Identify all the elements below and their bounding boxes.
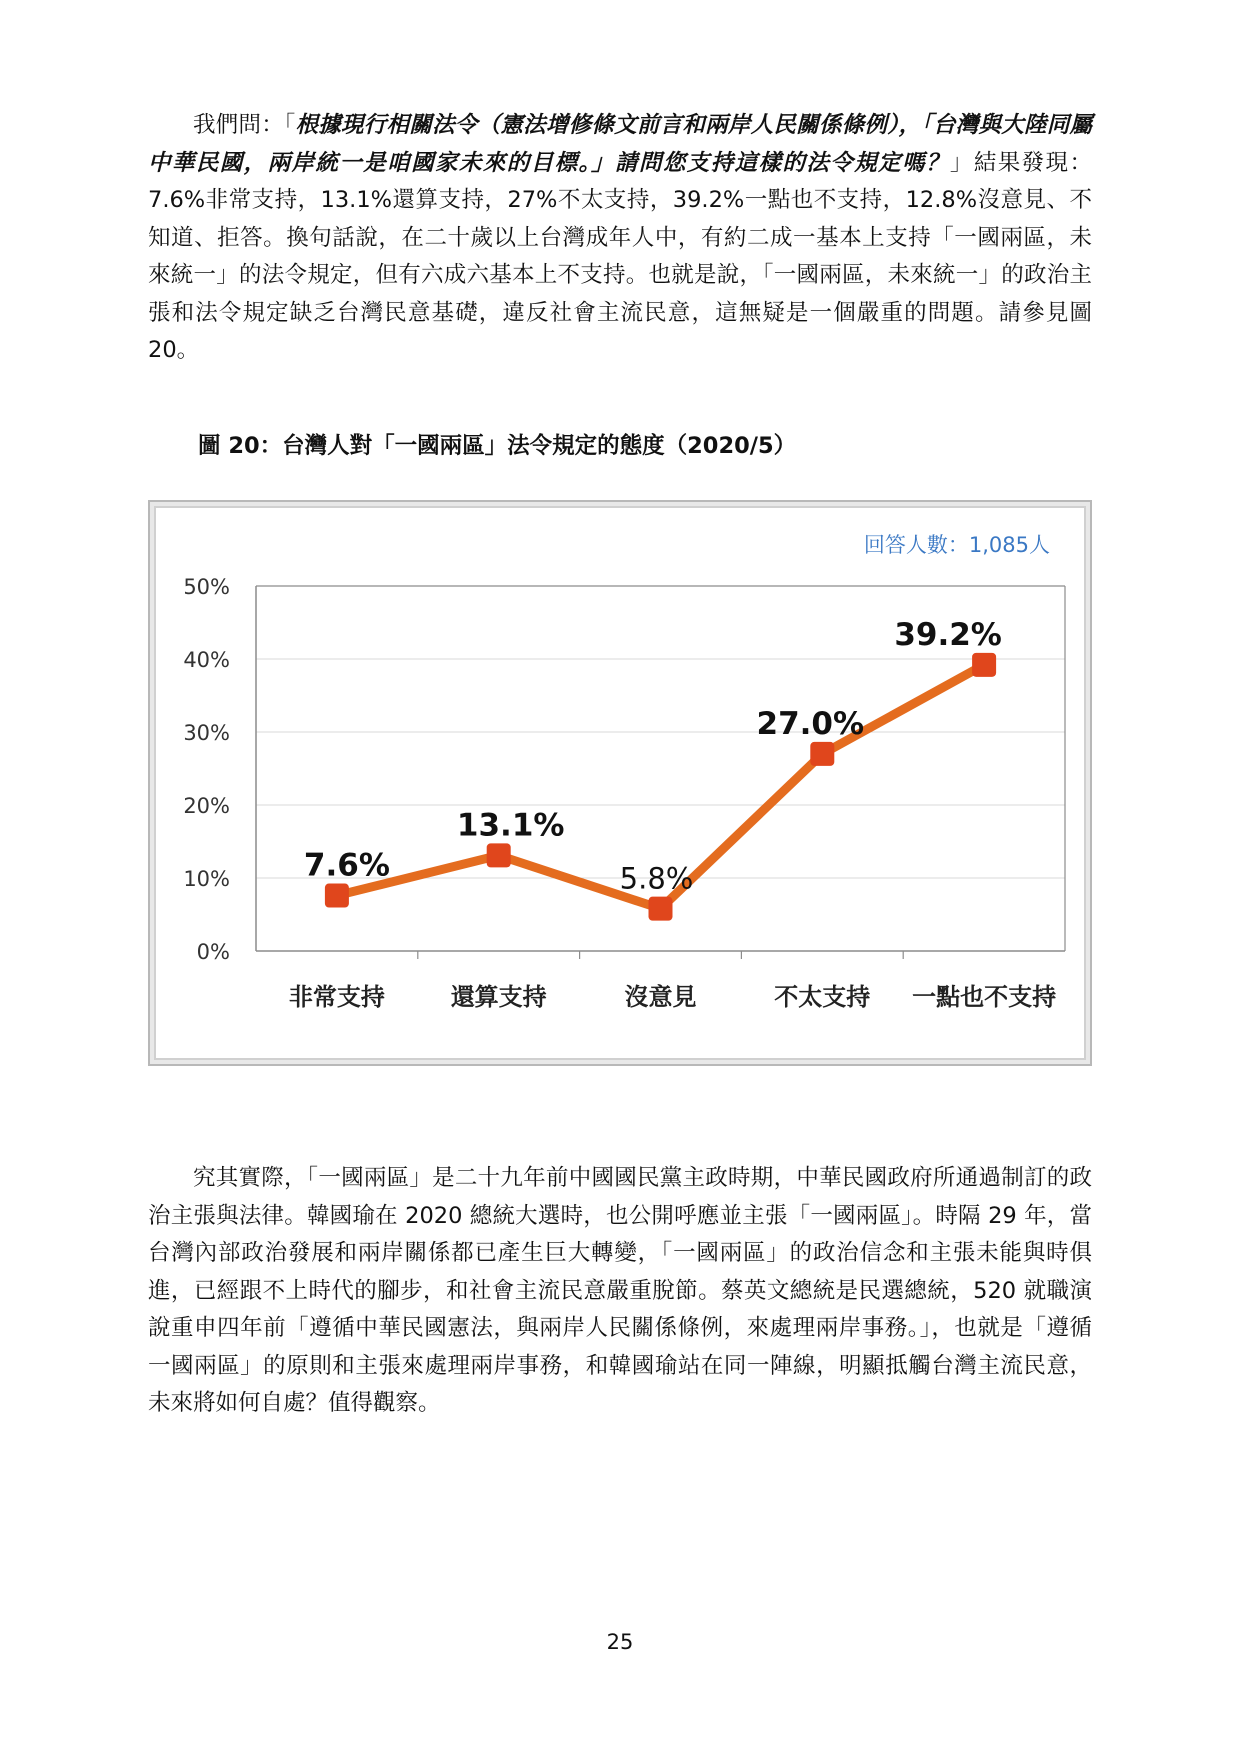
data-label: 5.8% — [619, 861, 694, 896]
data-point-marker — [810, 742, 834, 766]
question-lead: 我們問：「 — [193, 112, 296, 138]
results-text: 結果發現：7.6%非常支持，13.1%還算支持，27%不太支持，39.2%一點也不支持，12.8%沒意見、不知道、拒答。換句話說，在二十歲以上台灣成年人中，有約二成一基本上支持「一國兩區，未來統一」的法令規定，但有六成六基本上不支持。也就是說，「一國兩區，未來統一」的政治主張和法令規定缺乏台灣民意基礎，違反社會主流民意，這無疑是一個嚴重的問題。請參見圖 20。 — [148, 149, 1092, 363]
data-point-marker — [487, 843, 511, 867]
y-tick-label: 0% — [196, 940, 230, 964]
x-category-label: 沒意見 — [624, 983, 697, 1011]
x-category-label: 不太支持 — [774, 983, 871, 1011]
x-category-label: 還算支持 — [450, 983, 547, 1011]
x-category-label: 非常支持 — [288, 983, 385, 1011]
chart-frame — [148, 500, 1092, 1066]
respondent-count: 回答人數：1,085人 — [863, 533, 1050, 557]
data-point-marker — [325, 884, 349, 908]
data-label: 13.1% — [456, 807, 565, 844]
data-label: 39.2% — [894, 616, 1002, 653]
y-tick-label: 30% — [183, 721, 230, 745]
page-number: 25 — [606, 1630, 634, 1654]
survey-question: 根據現行相關法令（憲法增修條文前言和兩岸人民關係條例），「台灣與大陸同屬中華民國，兩岸統一是咱國家未來的目標。」請問您支持這樣的法令規定嗎？ — [148, 112, 1092, 176]
data-label: 7.6% — [303, 847, 390, 884]
intro-paragraph — [148, 107, 1092, 370]
y-tick-label: 20% — [183, 794, 230, 818]
question-close: 」 — [949, 149, 974, 176]
y-tick-label: 10% — [183, 867, 230, 891]
data-point-marker — [972, 653, 996, 677]
figure-title: 圖 20：台灣人對「一國兩區」法令規定的態度（2020/5） — [198, 433, 797, 459]
data-point-marker — [649, 897, 673, 921]
analysis-paragraph: 究其實際，「一國兩區」是二十九年前中國國民黨主政時期，中華民國政府所通過制訂的政治主張與法律。韓國瑜在 2020 總統大選時，也公開呼應並主張「一國兩區」。時隔 29 年，當台灣內部政治發展和兩岸關係都已產生巨大轉變，「一國兩區」的政治信念和主張未能與時俱進，已經跟不上時代的腳步，和社會主流民意嚴重脫節。蔡英文總統是民選總統，520 就職演說重申四年前「遵循中華民國憲法，與兩岸人民關係條例，來處理兩岸事務。」，也就是「遵循一國兩區」的原則和主張來處理兩岸事務，和韓國瑜站在同一陣線，明顯抵觸台灣主流民意，未來將如何自處？值得觀察。 — [148, 1165, 1092, 1416]
line-chart — [150, 502, 1090, 1064]
y-tick-label: 50% — [183, 575, 230, 599]
y-tick-label: 40% — [183, 648, 230, 672]
x-category-label: 一點也不支持 — [912, 983, 1057, 1011]
data-label: 27.0% — [756, 705, 865, 742]
